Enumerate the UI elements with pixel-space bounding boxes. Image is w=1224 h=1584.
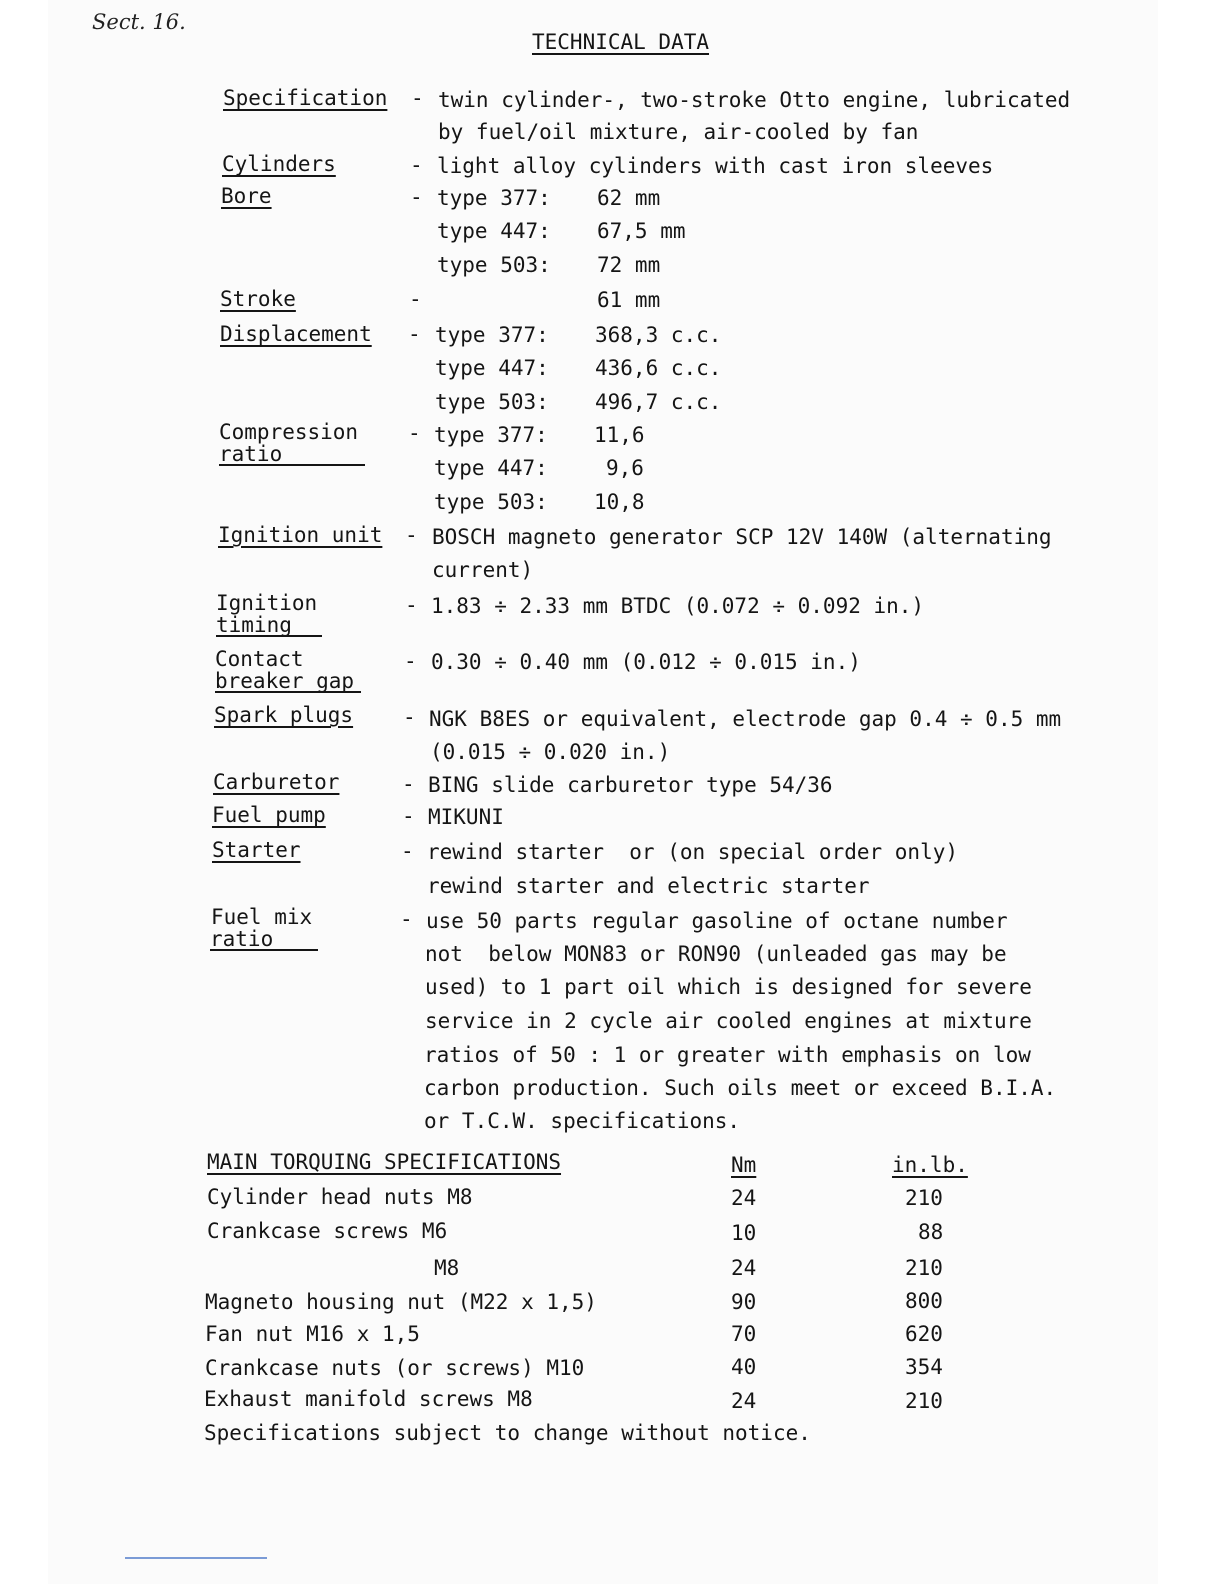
displacement-type-503: type 503: — [435, 390, 549, 414]
dash: - — [400, 907, 413, 931]
torque-row-nm: 24 — [731, 1256, 757, 1280]
bore-value-447: 67,5 mm — [597, 219, 686, 243]
label-starter: Starter — [212, 838, 301, 862]
compression-type-503: type 503: — [434, 490, 548, 514]
footer-note: Specifications subject to change without notice. — [204, 1421, 811, 1445]
torque-row-inlb: 800 — [905, 1289, 943, 1313]
torque-row-inlb: 354 — [905, 1355, 943, 1379]
torque-row-item: Fan nut M16 x 1,5 — [205, 1322, 420, 1346]
torque-row-inlb: 620 — [905, 1322, 943, 1346]
specification-line-1: twin cylinder-, two-stroke Otto engine, lubricated — [438, 88, 1071, 112]
label-compression-2: ratio — [219, 442, 365, 466]
torque-row-item: Crankcase screws M6 — [207, 1219, 448, 1243]
handwritten-section-note: Sect. 16. — [92, 10, 186, 34]
torque-row-nm: 40 — [731, 1355, 757, 1379]
compression-value-503: 10,8 — [594, 490, 645, 514]
label-fuel-mix-1: Fuel mix — [211, 905, 313, 929]
spark-plugs-line-1: NGK B8ES or equivalent, electrode gap 0.4 ÷ 0.5 mm — [429, 707, 1062, 731]
torque-row-item: Cylinder head nuts M8 — [207, 1185, 473, 1209]
torque-row-inlb: 88 — [918, 1220, 944, 1244]
spark-plugs-line-2: (0.015 ÷ 0.020 in.) — [430, 740, 671, 764]
torque-row-inlb: 210 — [905, 1186, 943, 1210]
dash: - — [404, 649, 417, 673]
dash: - — [402, 772, 415, 796]
compression-type-377: type 377: — [434, 423, 548, 447]
dash: - — [401, 839, 414, 863]
label-displacement: Displacement — [220, 322, 372, 346]
label-spark-plugs: Spark plugs — [214, 703, 354, 727]
label-ignition-timing-2: timing — [216, 613, 322, 637]
compression-value-447: 9,6 — [606, 456, 644, 480]
torque-row-nm: 24 — [731, 1186, 757, 1210]
torque-row-item: Magneto housing nut (M22 x 1,5) — [205, 1290, 597, 1314]
torque-row-item: Crankcase nuts (or screws) M10 — [205, 1356, 585, 1380]
contact-gap-value: 0.30 ÷ 0.40 mm (0.012 ÷ 0.015 in.) — [431, 650, 861, 674]
torque-col-nm: Nm — [731, 1153, 757, 1177]
bore-type-377: type 377: — [437, 186, 551, 210]
displacement-value-447: 436,6 c.c. — [595, 356, 722, 380]
label-fuel-mix-2: ratio — [210, 927, 318, 951]
specification-line-2: by fuel/oil mixture, air-cooled by fan — [438, 120, 919, 144]
fuel-mix-line: use 50 parts regular gasoline of octane number — [426, 909, 1008, 933]
torque-table-header: MAIN TORQUING SPECIFICATIONS — [207, 1150, 562, 1174]
displacement-type-447: type 447: — [435, 356, 549, 380]
label-ignition-timing-1: Ignition — [216, 591, 318, 615]
dash: - — [411, 86, 424, 110]
dash: - — [405, 523, 418, 547]
torque-row-item: Exhaust manifold screws M8 — [204, 1387, 533, 1411]
compression-value-377: 11,6 — [594, 423, 645, 447]
label-fuel-pump: Fuel pump — [212, 803, 326, 827]
fuel-mix-line: used) to 1 part oil which is designed for severe — [425, 975, 1032, 999]
bottom-divider — [125, 1557, 267, 1559]
bore-type-447: type 447: — [437, 219, 551, 243]
torque-row-nm: 10 — [731, 1221, 757, 1245]
label-stroke: Stroke — [220, 287, 296, 311]
fuel-mix-line: or T.C.W. specifications. — [424, 1109, 741, 1133]
fuel-mix-line: not below MON83 or RON90 (unleaded gas may be — [425, 942, 1007, 966]
torque-row-item: M8 — [434, 1256, 460, 1280]
ignition-timing-value: 1.83 ÷ 2.33 mm BTDC (0.072 ÷ 0.092 in.) — [431, 594, 925, 618]
fuel-mix-line: service in 2 cycle air cooled engines at mixture — [425, 1009, 1032, 1033]
displacement-value-503: 496,7 c.c. — [595, 390, 722, 414]
starter-line-2: rewind starter and electric starter — [427, 874, 870, 898]
dash: - — [405, 593, 418, 617]
label-specification: Specification — [223, 86, 388, 110]
dash: - — [408, 322, 421, 346]
displacement-value-377: 368,3 c.c. — [595, 323, 722, 347]
label-contact-2: breaker gap — [215, 669, 361, 693]
label-carburetor: Carburetor — [213, 770, 340, 794]
ignition-unit-line-1: BOSCH magneto generator SCP 12V 140W (alternating — [432, 525, 1052, 549]
stroke-value: 61 mm — [597, 288, 661, 312]
dash: - — [410, 153, 423, 177]
bore-value-377: 62 mm — [597, 186, 661, 210]
label-bore: Bore — [221, 184, 272, 208]
label-compression-1: Compression — [219, 420, 359, 444]
carburetor-value: BING slide carburetor type 54/36 — [428, 773, 833, 797]
torque-row-nm: 24 — [731, 1389, 757, 1413]
cylinders-value: light alloy cylinders with cast iron sleeves — [437, 154, 994, 178]
torque-col-inlb: in.lb. — [892, 1153, 968, 1177]
bore-type-503: type 503: — [437, 253, 551, 277]
dash: - — [403, 705, 416, 729]
dash: - — [408, 421, 421, 445]
torque-row-nm: 70 — [731, 1322, 757, 1346]
dash: - — [409, 287, 422, 311]
dash: - — [402, 804, 415, 828]
ignition-unit-line-2: current) — [432, 558, 534, 582]
fuel-pump-value: MIKUNI — [428, 805, 504, 829]
page-title: TECHNICAL DATA — [532, 30, 710, 54]
displacement-type-377: type 377: — [435, 323, 549, 347]
torque-row-inlb: 210 — [905, 1389, 943, 1413]
label-ignition-unit: Ignition unit — [218, 523, 383, 547]
label-cylinders: Cylinders — [222, 152, 336, 176]
starter-line-1: rewind starter or (on special order only) — [427, 840, 959, 864]
label-contact-1: Contact — [215, 647, 304, 671]
compression-type-447: type 447: — [434, 456, 548, 480]
bore-value-503: 72 mm — [597, 253, 661, 277]
torque-row-inlb: 210 — [905, 1256, 943, 1280]
fuel-mix-line: carbon production. Such oils meet or exceed B.I.A. — [424, 1076, 1057, 1100]
torque-row-nm: 90 — [731, 1290, 757, 1314]
fuel-mix-line: ratios of 50 : 1 or greater with emphasis on low — [424, 1043, 1031, 1067]
dash: - — [410, 185, 423, 209]
